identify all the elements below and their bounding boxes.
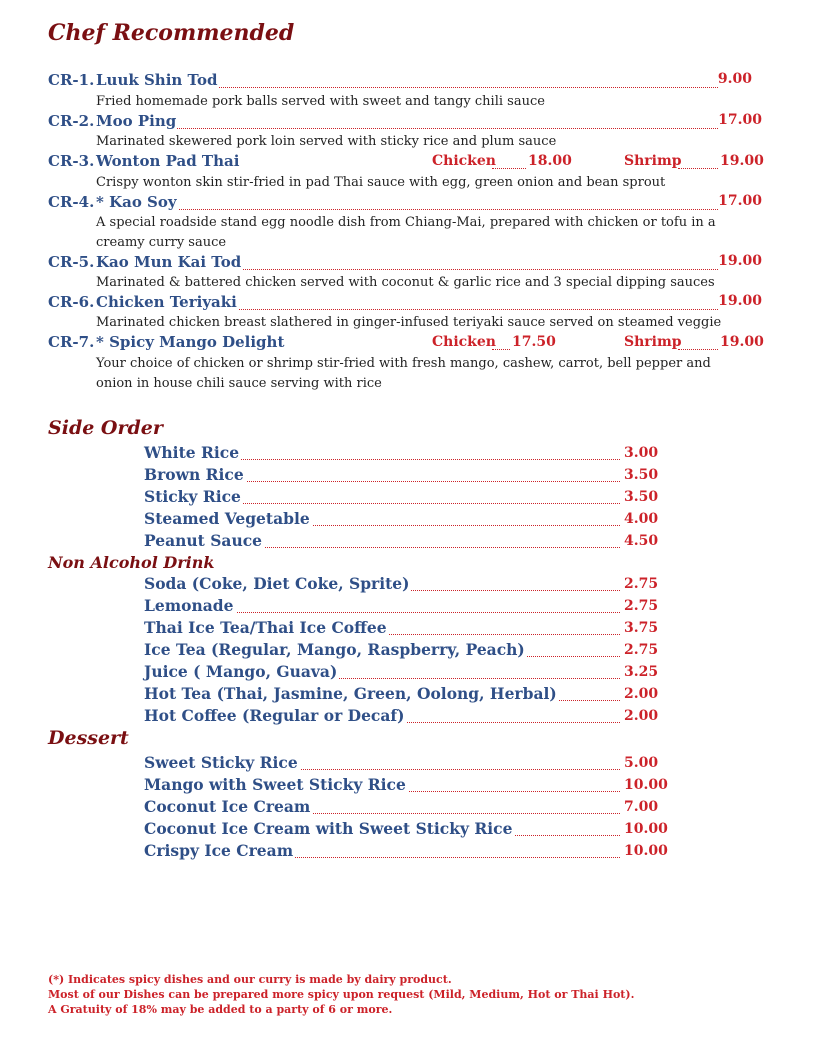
item-name: Ice Tea (Regular, Mango, Raspberry, Peach) bbox=[144, 640, 525, 659]
side-item bbox=[144, 531, 659, 553]
side-item bbox=[144, 443, 659, 465]
item-code: CR-2. bbox=[48, 112, 95, 130]
item-price: 2.00 bbox=[624, 708, 659, 724]
item-price: 4.00 bbox=[624, 511, 659, 527]
item-name: Peanut Sauce bbox=[144, 531, 263, 550]
item-name: Coconut Ice Cream with Sweet Sticky Rice bbox=[144, 819, 513, 838]
option-label: Chicken bbox=[432, 334, 496, 350]
item-price: 2.00 bbox=[624, 686, 659, 702]
item-price: 3.50 bbox=[624, 467, 659, 483]
dot-leader bbox=[96, 128, 718, 129]
item-price: 19.00 bbox=[718, 293, 762, 309]
option-label: Shrimp bbox=[624, 153, 682, 169]
item-price: 3.50 bbox=[624, 489, 659, 505]
item-price: 10.00 bbox=[624, 821, 668, 837]
chicken-option bbox=[432, 152, 572, 174]
menu-item-cr3 bbox=[48, 152, 762, 174]
item-name: Luuk Shin Tod bbox=[96, 71, 218, 89]
shrimp-option bbox=[624, 152, 762, 174]
item-price: 9.00 bbox=[717, 71, 752, 87]
item-price: 2.75 bbox=[624, 598, 659, 614]
drink-item bbox=[144, 574, 659, 596]
dot-leader bbox=[96, 209, 718, 210]
item-code: CR-7. bbox=[48, 333, 95, 351]
side-item bbox=[144, 487, 659, 509]
item-name: Chicken Teriyaki bbox=[96, 293, 237, 311]
item-description: A special roadside stand egg noodle dish from Chiang-Mai, prepared with chicken or tofu in a creamy curry sauce bbox=[96, 215, 716, 250]
item-price: 19.00 bbox=[718, 253, 762, 269]
item-price: 10.00 bbox=[624, 777, 668, 793]
item-name: Brown Rice bbox=[144, 465, 244, 484]
item-code: CR-5. bbox=[48, 253, 95, 271]
section-title-drinks: Non Alcohol Drink bbox=[48, 553, 215, 572]
item-name: Kao Mun Kai Tod bbox=[96, 253, 242, 271]
menu-item-cr5 bbox=[48, 253, 762, 275]
item-price: 7.00 bbox=[624, 799, 659, 815]
item-name: Coconut Ice Cream bbox=[144, 797, 311, 816]
drink-item bbox=[144, 684, 659, 706]
dot-leader bbox=[678, 168, 718, 169]
item-price: 17.00 bbox=[718, 193, 762, 209]
footnote-spice-level: Most of our Dishes can be prepared more spicy upon request (Mild, Medium, Hot or Thai Hot). bbox=[48, 988, 635, 1001]
menu-item-cr6 bbox=[48, 293, 762, 315]
item-description: Marinated skewered pork loin served with sticky rice and plum sauce bbox=[96, 134, 557, 149]
dessert-item bbox=[144, 797, 659, 819]
chicken-option bbox=[432, 333, 572, 355]
item-price: 2.75 bbox=[624, 576, 659, 592]
item-name: Juice ( Mango, Guava) bbox=[144, 662, 338, 681]
item-description: Fried homemade pork balls served with sweet and tangy chili sauce bbox=[96, 94, 545, 109]
dessert-item bbox=[144, 819, 668, 841]
item-name: Sticky Rice bbox=[144, 487, 241, 506]
item-name: Hot Tea (Thai, Jasmine, Green, Oolong, Herbal) bbox=[144, 684, 557, 703]
dot-leader bbox=[678, 349, 718, 350]
item-price: 17.00 bbox=[718, 112, 762, 128]
item-code: CR-1. bbox=[48, 71, 95, 89]
side-item bbox=[144, 509, 659, 531]
item-price: 10.00 bbox=[624, 843, 668, 859]
item-description: Your choice of chicken or shrimp stir-fried with fresh mango, cashew, carrot, bell pepper and onion in house chili sauce serving with rice bbox=[96, 356, 711, 391]
item-name: Steamed Vegetable bbox=[144, 509, 310, 528]
footnote-spicy: (*) Indicates spicy dishes and our curry is made by dairy product. bbox=[48, 973, 452, 986]
dessert-item bbox=[144, 841, 668, 863]
dessert-item bbox=[144, 775, 668, 797]
menu-item-cr4 bbox=[48, 193, 762, 215]
item-name: Thai Ice Tea/Thai Ice Coffee bbox=[144, 618, 387, 637]
item-code: CR-4. bbox=[48, 193, 95, 211]
item-name: * Spicy Mango Delight bbox=[96, 333, 285, 351]
option-label: Chicken bbox=[432, 153, 496, 169]
option-price: 18.00 bbox=[528, 153, 572, 169]
item-name: White Rice bbox=[144, 443, 240, 462]
dessert-item bbox=[144, 753, 659, 775]
drink-item bbox=[144, 662, 659, 684]
drink-item bbox=[144, 640, 659, 662]
menu-item-cr1 bbox=[48, 71, 762, 93]
item-name: Wonton Pad Thai bbox=[96, 152, 240, 170]
menu-item-cr7 bbox=[48, 333, 762, 355]
page-title: Chef Recommended bbox=[48, 20, 295, 46]
section-title-side-order: Side Order bbox=[48, 417, 163, 439]
drink-item bbox=[144, 618, 659, 640]
item-name: Sweet Sticky Rice bbox=[144, 753, 298, 772]
drink-item bbox=[144, 706, 659, 728]
item-price: 3.75 bbox=[624, 620, 659, 636]
item-price: 5.00 bbox=[624, 755, 659, 771]
drink-item bbox=[144, 596, 659, 618]
item-code: CR-6. bbox=[48, 293, 95, 311]
item-price: 3.00 bbox=[624, 445, 659, 461]
item-description: Marinated chicken breast slathered in ginger-infused teriyaki sauce served on steamed veggie bbox=[96, 315, 722, 330]
dot-leader bbox=[492, 168, 526, 169]
item-name: Moo Ping bbox=[96, 112, 177, 130]
item-name: Hot Coffee (Regular or Decaf) bbox=[144, 706, 405, 725]
item-price: 4.50 bbox=[624, 533, 659, 549]
item-price: 3.25 bbox=[624, 664, 659, 680]
item-code: CR-3. bbox=[48, 152, 95, 170]
dot-leader bbox=[492, 349, 510, 350]
item-name: Mango with Sweet Sticky Rice bbox=[144, 775, 406, 794]
item-name: Soda (Coke, Diet Coke, Sprite) bbox=[144, 574, 410, 593]
section-title-dessert: Dessert bbox=[48, 727, 129, 749]
option-price: 17.50 bbox=[512, 334, 556, 350]
item-description: Marinated & battered chicken served with coconut & garlic rice and 3 special dipping sauces bbox=[96, 275, 715, 290]
option-price: 19.00 bbox=[720, 334, 764, 350]
item-name: Lemonade bbox=[144, 596, 234, 615]
side-item bbox=[144, 465, 659, 487]
item-price: 2.75 bbox=[624, 642, 659, 658]
item-name: * Kao Soy bbox=[96, 193, 177, 211]
menu-item-cr2 bbox=[48, 112, 762, 134]
item-description: Crispy wonton skin stir-fried in pad Thai sauce with egg, green onion and bean sprout bbox=[96, 175, 666, 190]
option-label: Shrimp bbox=[624, 334, 682, 350]
item-name: Crispy Ice Cream bbox=[144, 841, 294, 860]
shrimp-option bbox=[624, 333, 762, 355]
footnote-gratuity: A Gratuity of 18% may be added to a party of 6 or more. bbox=[48, 1003, 393, 1016]
option-price: 19.00 bbox=[720, 153, 764, 169]
